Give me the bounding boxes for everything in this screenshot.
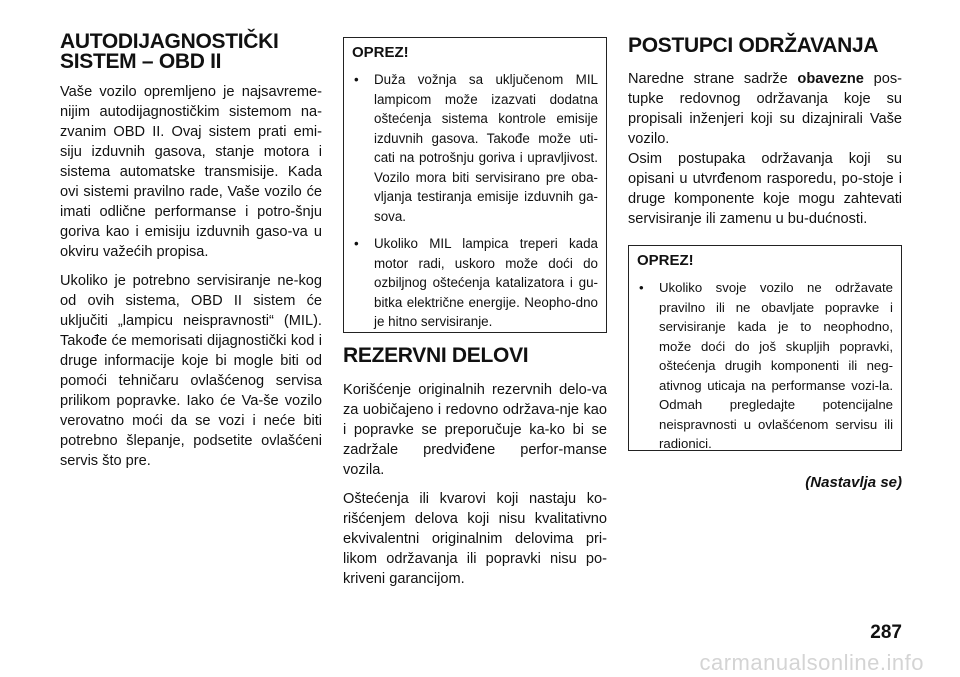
bullet-icon: • [354,236,359,251]
obd-paragraph-1: Vaše vozilo opremljeno je najsavreme-nijim autodijagnostičkim sistemom na-zvanim OBD II. Ovaj sistem prati emi-siju izduvnih gasova, stanje motora i sistema automatske transmisije. Kada ovi sistemi pravilno rade, Vaše vozilo će imati odlične performanse i potro-šnju goriva kao i emisiju izduvnih gaso-va u okviru važećih propisa. [60,84,322,260]
bullet-icon: • [639,280,644,295]
warning-item-text: Ukoliko MIL lampica treperi kada motor radi, uskoro može doći do ozbiljnog oštećenja katalizatora i gu-bitka električne energije. Neopho-dno je hitno servisiranje. [374,236,598,329]
maintenance-heading: POSTUPCI ODRŽAVANJA [628,34,879,57]
right-column [628,32,902,451]
obd-heading-line2: SISTEM – OBD II [60,50,222,73]
bullet-icon: • [354,72,359,87]
spare-parts-paragraph-1: Korišćenje originalnih rezervnih delo-va za uobičajeno i redovno održava-nje kao i popravke se preporučuje ka-ko bi se zadržale predviđene perfor-manse vozila. [343,382,607,478]
warning-item [637,278,893,454]
text-span: Naredne strane sadrže [628,71,798,87]
warning-item [352,70,598,226]
spare-parts-paragraph-2: Oštećenja ili kvarovi koji nastaju ko-rišćenjem delova koji nisu kvalitativno ekvivalentni originalnim delovima pri-likom održavanja ili popravki nisu po-kriveni garancijom. [343,491,607,587]
text-span: pos-tupke redovnog održavanja koje su propisali inženjeri koji su dizajnirali Vaše vozilo. [628,71,902,147]
obd-paragraph-2: Ukoliko je potrebno servisiranje ne-kog od ovih sistema, OBD II sistem će uključiti „lampicu neispravnosti“ (MIL). Takođe će memorisati dijagnostički kod i druge informacije koje bi mogle biti od pomoći tehničaru ovlašćenog servisa prilikom popravke. Iako će Va-še vozilo verovatno moći da se vozi i neće biti potrebno šlepanje, podsetite ovlašćeni servis što pre. [60,273,322,469]
warning-box-maintenance [628,245,902,451]
maintenance-paragraph-1 [628,69,902,149]
maintenance-paragraph-2: Osim postupaka održavanja koji su opisani u utvrđenom rasporedu, po-stoje i druge komponente koje mogu zahtevati servisiranje ili zamenu u bu-dućnosti. [628,151,902,227]
continued-label: (Nastavlja se) [805,474,902,491]
emphasis-text: obavezne [797,71,864,87]
warning-list [352,70,598,332]
page-number: 287 [870,622,902,643]
warning-box-mil [343,37,607,333]
watermark: carmanualsonline.info [699,650,924,675]
warning-item [352,234,598,332]
warning-title: OPREZ! [352,44,409,61]
left-column [60,32,322,480]
obd-heading-line1: AUTODIJAGNOSTIČKI [60,30,279,53]
warning-list [637,278,893,454]
spare-parts-heading: REZERVNI DELOVI [343,344,529,367]
warning-title: OPREZ! [637,252,694,269]
middle-column [343,32,607,598]
warning-item-text: Duža vožnja sa uključenom MIL lampicom može izazvati dodatna oštećenja sistema kontrole emisije izduvnih gasova. Takođe može uti-cati na potrošnju goriva i upravljivost. Vozilo mora biti servisirano pre oba-vljanja testiranja emisije izduvnih ga-sova. [374,72,598,224]
warning-item-text: Ukoliko svoje vozilo ne održavate pravilno ili ne obavljate popravke i servisiranje kada je to neophodno, može doći do još skupljih popravki, oštećenja drugih komponenti ili neg-ativnog uticaja na performanse vozi-la. Odmah pregledajte potencijalne neispravnosti u ovlašćenom servisu ili radionici. [659,280,893,451]
obd-heading [60,32,322,72]
